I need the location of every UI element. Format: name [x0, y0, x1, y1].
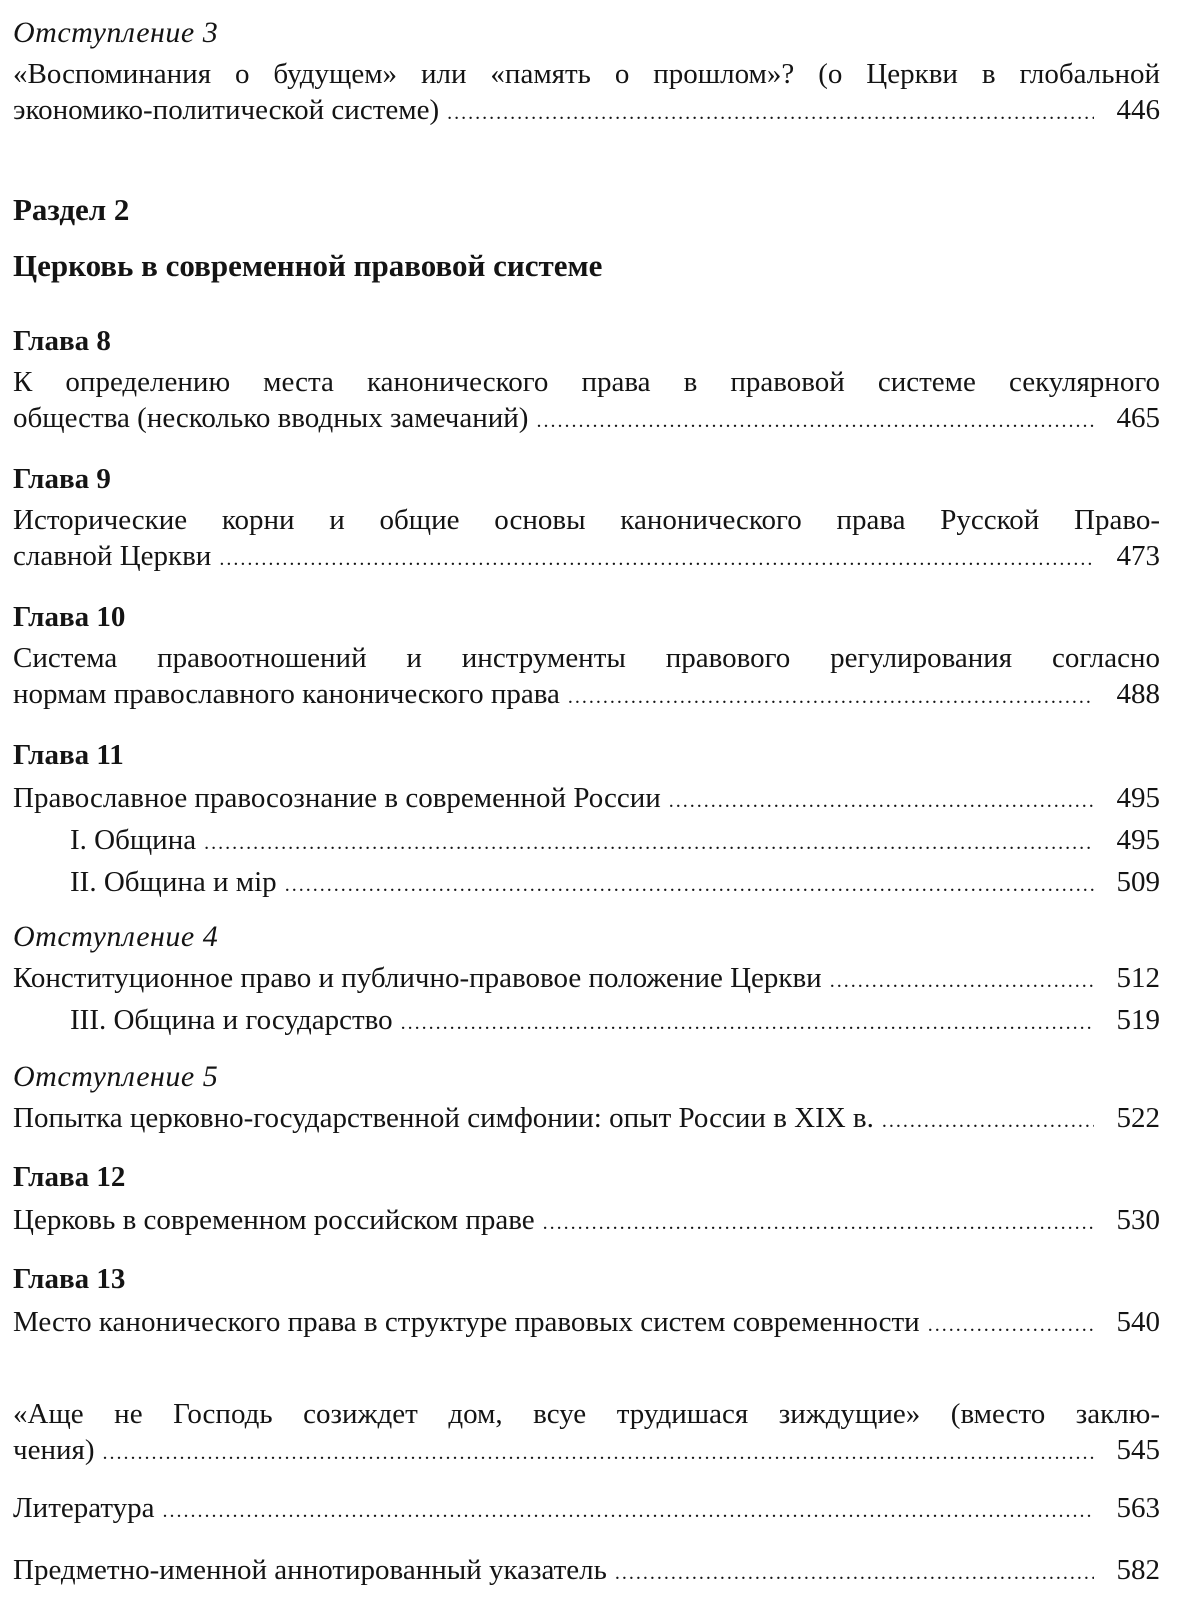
entry-title-line: Исторические корни и общие основы канонического права Русской Право-	[13, 504, 1160, 536]
page-number: 488	[1116, 678, 1160, 710]
toc-entry-conclusion	[13, 1396, 1160, 1468]
dot-leader	[882, 1103, 1094, 1139]
entry-last-line	[13, 92, 1160, 128]
section-label: Раздел 2	[13, 192, 130, 227]
page-number: 495	[1116, 824, 1160, 856]
entry-title-line: нормам православного канонического права	[13, 678, 560, 710]
toc-entry-chapter-12	[13, 1160, 1160, 1238]
entry-title-line: Православное правосознание в современной России	[13, 782, 661, 814]
entry-title-line: К определению места канонического права в правовой системе секулярного	[13, 366, 1160, 398]
entry-label: Глава 12	[13, 1161, 126, 1193]
page-number: 473	[1116, 540, 1160, 572]
entry-label: Глава 10	[13, 601, 126, 633]
entry-last-line	[13, 400, 1160, 436]
toc-entry-chapter-8	[13, 324, 1160, 436]
entry-last-line	[13, 676, 1160, 712]
page-number: 563	[1116, 1492, 1160, 1524]
entry-label: Глава 8	[13, 325, 111, 357]
dot-leader	[219, 541, 1094, 577]
dot-leader	[543, 1205, 1094, 1241]
dot-leader	[285, 867, 1094, 903]
entry-label: Отступление 5	[13, 1060, 219, 1093]
page-number: 495	[1116, 782, 1160, 814]
section-title: Церковь в современной правовой системе	[13, 248, 603, 283]
entry-title-line: Предметно-именной аннотированный указатель	[13, 1554, 607, 1586]
page-number: 530	[1116, 1204, 1160, 1236]
toc-entry-chapter-11	[13, 738, 1160, 900]
entry-title-line: общества (несколько вводных замечаний)	[13, 402, 529, 434]
toc-entry-digression-4	[13, 920, 1160, 1038]
dot-leader	[447, 95, 1094, 131]
entry-title-line: чения)	[13, 1434, 95, 1466]
page-number: 582	[1116, 1554, 1160, 1586]
subentry-title: II. Община и міp	[70, 866, 277, 898]
toc-subentry	[13, 1002, 1160, 1038]
entry-last-line	[13, 1304, 1160, 1340]
entry-last-line	[13, 1432, 1160, 1468]
entry-last-line	[13, 1490, 1160, 1526]
entry-title-line: Литература	[13, 1492, 155, 1524]
entry-title-line: «Воспоминания о будущем» или «память о прошлом»? (о Церкви в глобальной	[13, 58, 1160, 90]
page-number: 512	[1116, 962, 1160, 994]
entry-title-line: славной Церкви	[13, 540, 212, 572]
section-heading	[13, 192, 1160, 284]
dot-leader	[204, 825, 1094, 861]
entry-label: Глава 11	[13, 739, 124, 771]
toc-subentry	[13, 864, 1160, 900]
page-number: 446	[1116, 94, 1160, 126]
entry-title-line: Церковь в современном российском праве	[13, 1204, 535, 1236]
entry-title-line: «Аще не Господь созиждет дом, всуе трудишася зиждущие» (вместо заклю-	[13, 1398, 1160, 1430]
dot-leader	[401, 1005, 1094, 1041]
entry-title-line: Конституционное право и публично-правовое положение Церкви	[13, 962, 822, 994]
entry-last-line	[13, 780, 1160, 816]
page-number: 545	[1116, 1434, 1160, 1466]
toc-entry-literature	[13, 1490, 1160, 1526]
dot-leader	[536, 403, 1094, 439]
entry-title-line: Система правоотношений и инструменты правового регулирования согласно	[13, 642, 1160, 674]
entry-last-line	[13, 960, 1160, 996]
dot-leader	[928, 1307, 1094, 1343]
dot-leader	[830, 963, 1094, 999]
entry-label: Глава 9	[13, 463, 111, 495]
entry-label: Глава 13	[13, 1263, 126, 1295]
subentry-title: III. Община и государство	[70, 1004, 393, 1036]
entry-title-line: Место канонического права в структуре правовых систем современности	[13, 1306, 920, 1338]
entry-last-line	[13, 1202, 1160, 1238]
entry-last-line	[13, 1552, 1160, 1588]
toc-entry-chapter-9	[13, 462, 1160, 574]
entry-title-line: экономико-политической системе)	[13, 94, 440, 126]
toc-entry-index	[13, 1552, 1160, 1588]
dot-leader	[163, 1493, 1094, 1529]
toc-entry-chapter-13	[13, 1262, 1160, 1340]
entry-last-line	[13, 1100, 1160, 1136]
dot-leader	[669, 783, 1094, 819]
toc-entry-digression-3	[13, 16, 1160, 128]
subentry-title: I. Община	[70, 824, 197, 856]
entry-label: Отступление 3	[13, 16, 219, 49]
page-number: 522	[1116, 1102, 1160, 1134]
dot-leader	[103, 1435, 1095, 1471]
dot-leader	[568, 679, 1094, 715]
toc-entry-digression-5	[13, 1060, 1160, 1136]
page-number: 519	[1116, 1004, 1160, 1036]
entry-label: Отступление 4	[13, 920, 219, 953]
page-number: 465	[1116, 402, 1160, 434]
dot-leader	[615, 1555, 1094, 1591]
entry-last-line	[13, 538, 1160, 574]
toc-subentry	[13, 822, 1160, 858]
page-number: 509	[1116, 866, 1160, 898]
toc-entry-chapter-10	[13, 600, 1160, 712]
page-number: 540	[1116, 1306, 1160, 1338]
entry-title-line: Попытка церковно-государственной симфонии: опыт России в XIX в.	[13, 1102, 874, 1134]
